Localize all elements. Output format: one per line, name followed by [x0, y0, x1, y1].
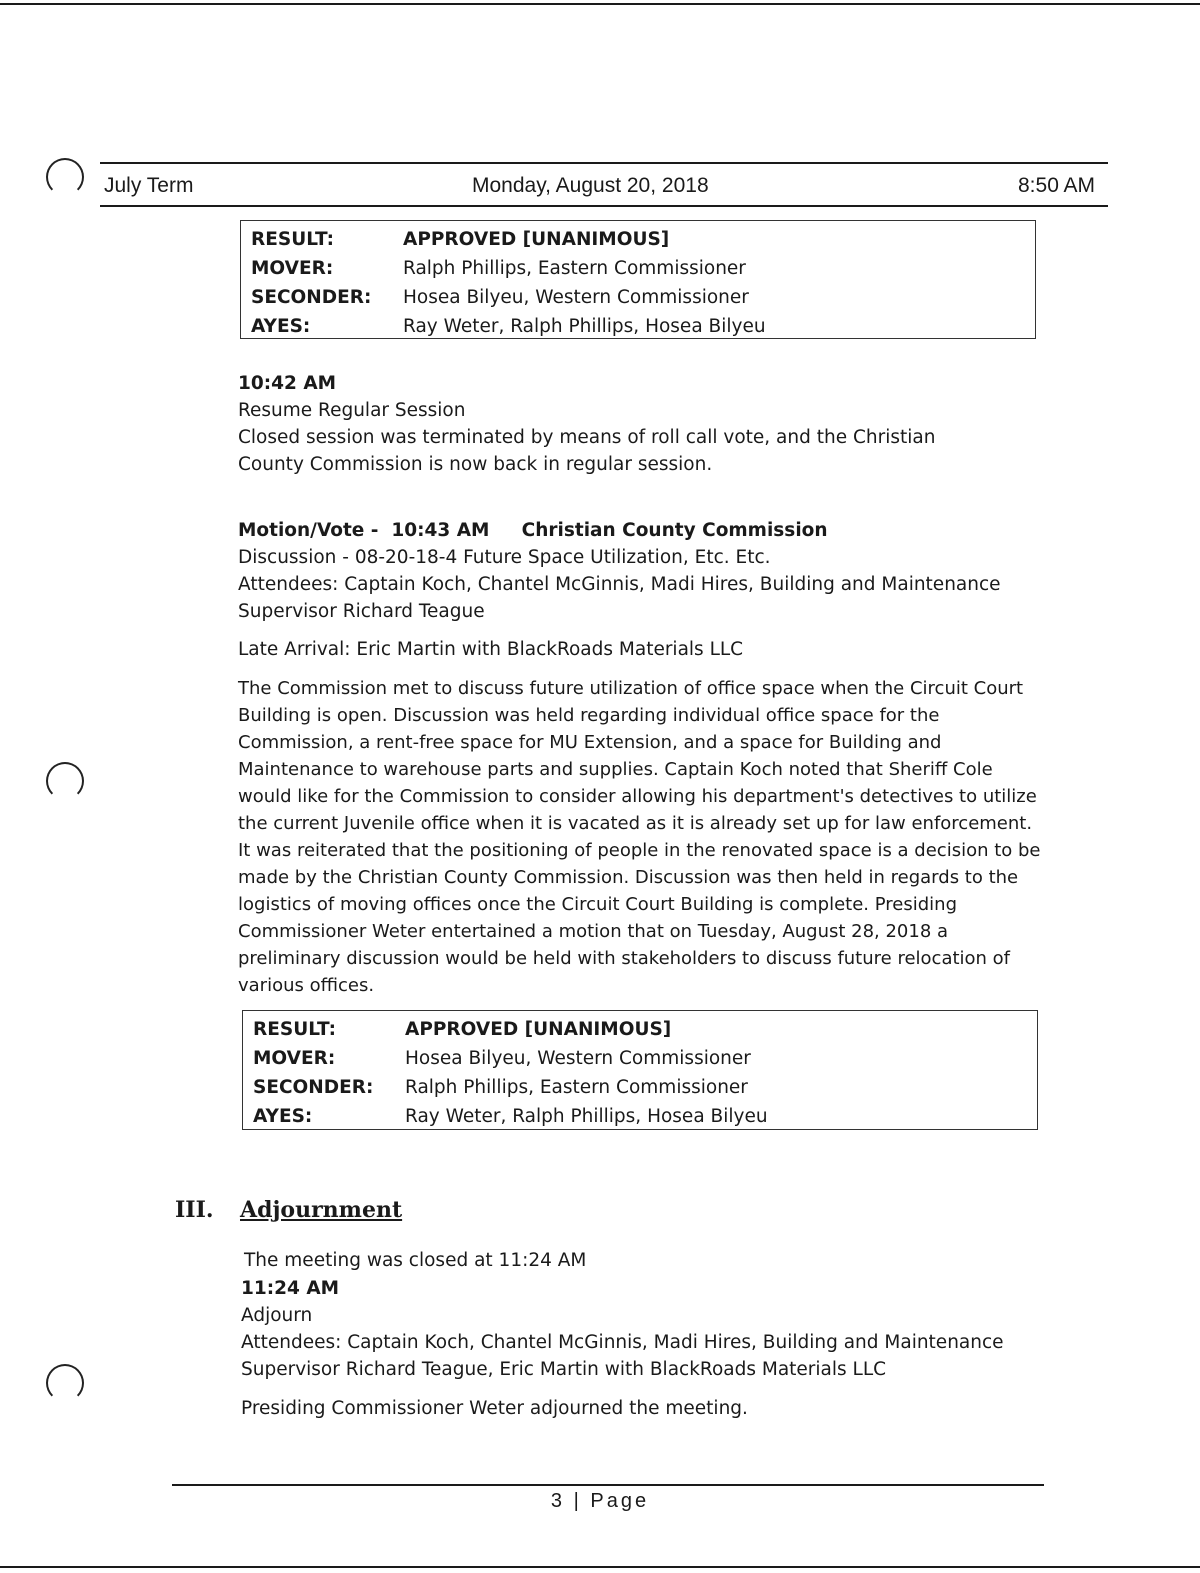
vote-value: Ray Weter, Ralph Phillips, Hosea Bilyeu: [403, 316, 766, 337]
vote-value: Hosea Bilyeu, Western Commissioner: [403, 287, 749, 308]
vote-label: AYES:: [251, 316, 311, 337]
vote-value: Hosea Bilyeu, Western Commissioner: [405, 1048, 751, 1069]
vote-label: SECONDER:: [251, 287, 372, 308]
section-heading: Adjournment: [240, 1197, 403, 1223]
header-time: 8:50 AM: [1018, 174, 1096, 197]
vote-value: APPROVED [UNANIMOUS]: [403, 229, 670, 250]
motion-late-arrival: Late Arrival: Eric Martin with BlackRoads Materials LLC: [238, 639, 744, 660]
vote-row-ayes: [243, 1102, 1037, 1131]
section-numeral: III.: [175, 1197, 214, 1223]
scan-top-edge: [0, 3, 1200, 5]
footer-rule: [172, 1484, 1044, 1486]
vote-value: Ray Weter, Ralph Phillips, Hosea Bilyeu: [405, 1106, 768, 1127]
vote-value: APPROVED [UNANIMOUS]: [405, 1019, 672, 1040]
vote-result-box-1: [240, 220, 1036, 339]
motion-heading: [238, 517, 1048, 544]
motion-attendees: Attendees: Captain Koch, Chantel McGinnis, Madi Hires, Building and Maintenance Supervisor Richard Teague: [238, 574, 1001, 622]
vote-row-ayes: [241, 312, 1035, 341]
adjourn-closing: Presiding Commissioner Weter adjourned the meeting.: [241, 1398, 748, 1419]
vote-row-seconder: [241, 283, 1035, 312]
vote-row-result: [241, 225, 1035, 254]
punch-hole-bottom: [46, 1364, 84, 1402]
header-term: July Term: [104, 174, 194, 197]
adjourn-title: Adjourn: [241, 1305, 313, 1326]
page-number: 3 | Page: [550, 1490, 650, 1512]
punch-hole-middle: [46, 762, 84, 800]
motion-discussion: Discussion - 08-20-18-4 Future Space Utilization, Etc. Etc.: [238, 547, 771, 568]
header-date: Monday, August 20, 2018: [472, 174, 709, 197]
motion-body: Christian County Commission: [521, 520, 828, 541]
header-top-rule: [100, 162, 1108, 164]
adjourn-attendees: Attendees: Captain Koch, Chantel McGinnis, Madi Hires, Building and Maintenance Supervisor Richard Teague, Eric Martin with BlackRoads Materials LLC: [241, 1332, 1004, 1380]
resume-text: Closed session was terminated by means of roll call vote, and the Christian County Commission is now back in regular session.: [238, 427, 936, 475]
vote-value: Ralph Phillips, Eastern Commissioner: [405, 1077, 748, 1098]
vote-label: AYES:: [253, 1106, 313, 1127]
punch-hole-top: [46, 158, 84, 196]
adjourn-closed-text: The meeting was closed at 11:24 AM: [244, 1250, 587, 1271]
vote-label: MOVER:: [253, 1048, 336, 1069]
vote-row-mover: [243, 1044, 1037, 1073]
adjourn-time: 11:24 AM: [241, 1278, 340, 1299]
resume-title: Resume Regular Session: [238, 400, 466, 421]
vote-value: Ralph Phillips, Eastern Commissioner: [403, 258, 746, 279]
resume-time: 10:42 AM: [238, 373, 337, 394]
header-bottom-rule: [100, 205, 1108, 207]
scan-bottom-edge: [0, 1566, 1200, 1568]
vote-row-result: [243, 1015, 1037, 1044]
vote-label: MOVER:: [251, 258, 334, 279]
vote-row-seconder: [243, 1073, 1037, 1102]
motion-paragraph: The Commission met to discuss future utilization of office space when the Circuit Court Building is open. Discussion was held regarding individual office space for the Commission, a rent-free space for MU Extension, and a space for Building and Maintenance to warehouse parts and supplies. Captain Koch noted that Sheriff Cole would like for the Commission to consider allowing his department's detectives to utilize the current Juvenile office when it is vacated as it is already set up for law enforcement. It was reiterated that the positioning of people in the renovated space is a decision to be made by the Christian County Commission. Discussion was then held in regards to the logistics of moving offices once the Circuit Court Building is complete. Presiding Commissioner Weter entertained a motion that on Tuesday, August 28, 2018 a preliminary discussion would be held with stakeholders to discuss future relocation of various offices.: [238, 678, 1041, 996]
motion-time: 10:43 AM: [391, 520, 490, 541]
vote-label: RESULT:: [251, 229, 334, 250]
vote-result-box-2: [242, 1010, 1038, 1130]
vote-label: RESULT:: [253, 1019, 336, 1040]
vote-row-mover: [241, 254, 1035, 283]
vote-label: SECONDER:: [253, 1077, 374, 1098]
motion-prefix: Motion/Vote -: [238, 520, 379, 541]
